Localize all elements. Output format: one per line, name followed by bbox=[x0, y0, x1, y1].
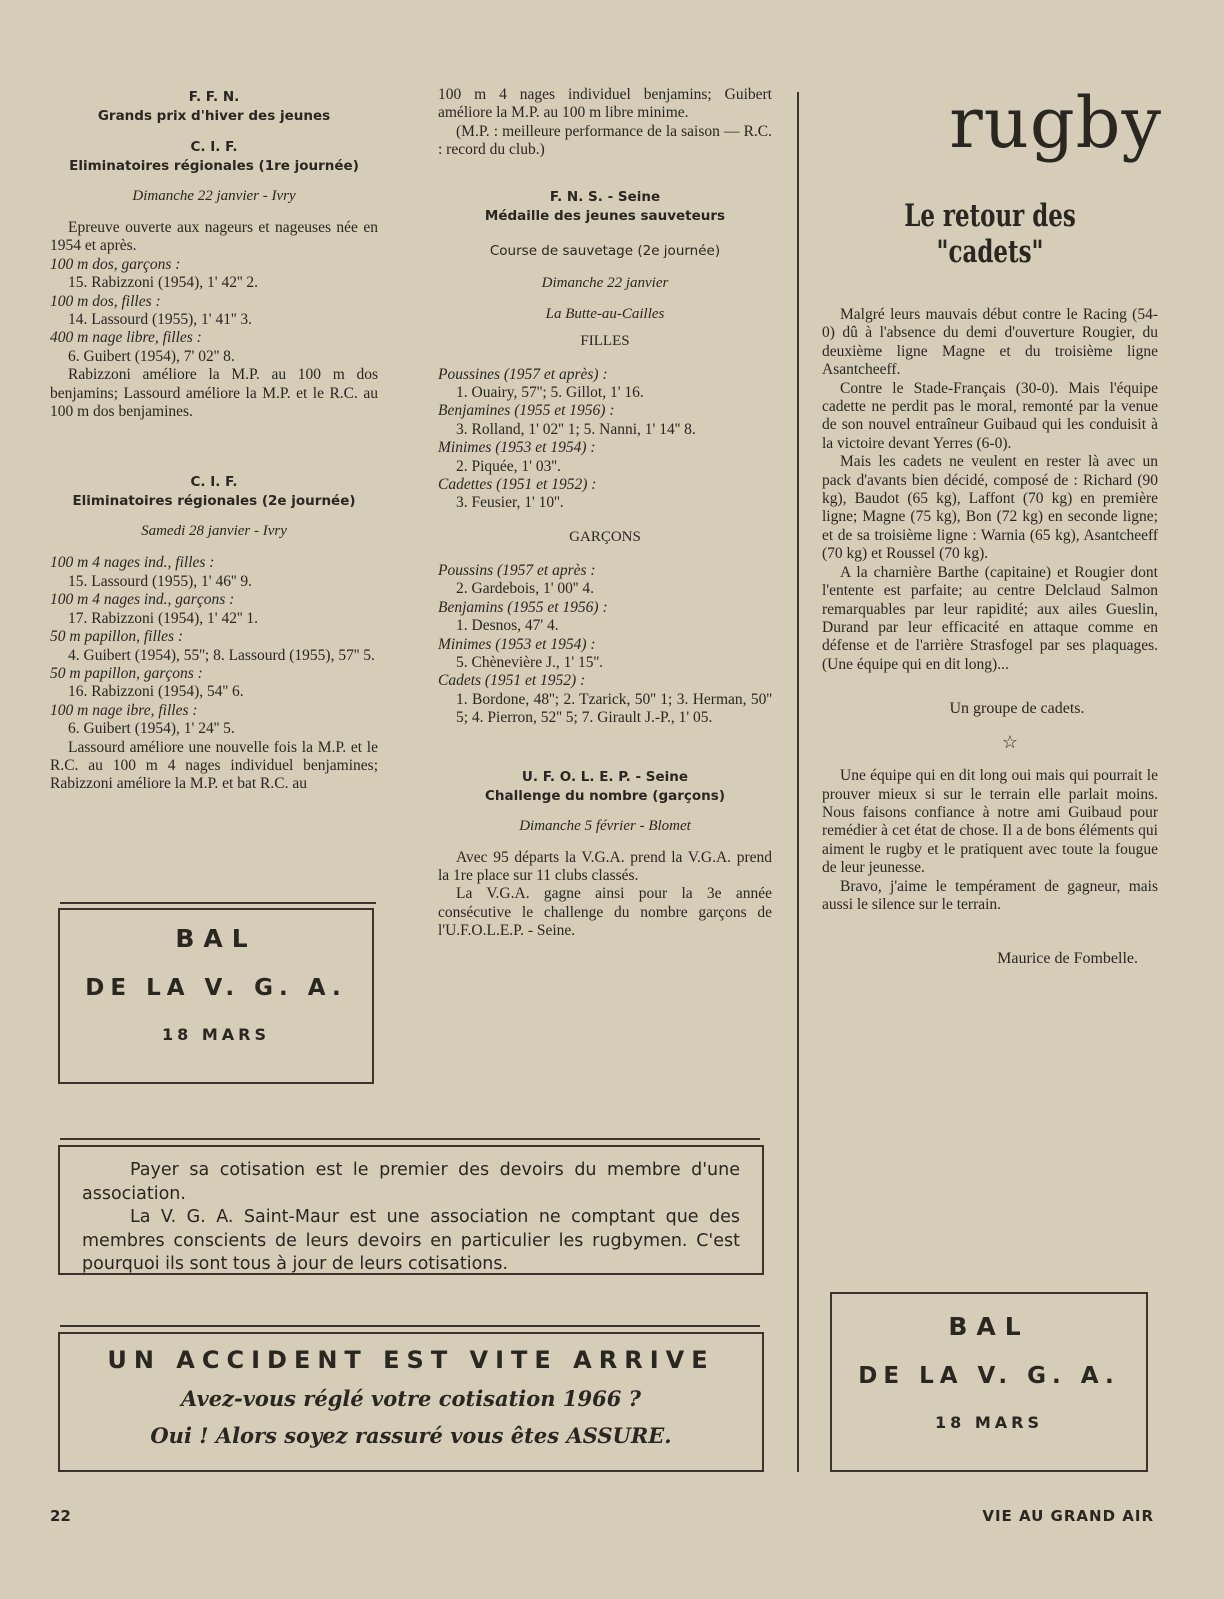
category-label: 100 m dos, garçons : bbox=[50, 255, 181, 273]
accident-answer: Oui ! Alors soyez rassuré vous êtes ASSURE. bbox=[150, 1423, 672, 1448]
category-label: Minimes (1953 et 1954) : bbox=[438, 439, 596, 457]
section-heading-cif: C. I. F. bbox=[190, 139, 238, 155]
section-heading-cif-2: C. I. F. bbox=[190, 474, 238, 491]
section-heading-fns: F. N. S. - Seine bbox=[549, 188, 661, 205]
category-label: 100 m dos, filles : bbox=[50, 292, 161, 310]
article-title: Le retour des "cadets" bbox=[904, 198, 1076, 270]
bal-title: BAL bbox=[948, 1312, 1030, 1341]
event-date: Dimanche 22 janvier - Ivry bbox=[132, 188, 296, 204]
filles-results bbox=[438, 366, 772, 513]
category-label: Minimes (1953 et 1954) : bbox=[438, 635, 596, 653]
result-line: 15. Rabizzoni (1954), 1' 42'' 2. bbox=[68, 274, 259, 292]
bal-announcement-left bbox=[58, 908, 374, 1084]
category-label: Cadets (1951 et 1952) : bbox=[438, 672, 586, 690]
category-label: Benjamines (1955 et 1956) : bbox=[438, 402, 615, 420]
abbreviation-legend: (M.P. : meilleure performance de la saison — R.C. : record du club.) bbox=[438, 122, 772, 159]
paragraph: A la charnière Barthe (capitaine) et Rougier dont l'entente est parfaite; au centre Delclaud Salmon remarquables par leur rapidité; aux ailes Gueslin, Durand par leur efficacité en attaque comme en défense et de l'arrière Strasfogel par ses plaquages. (Une équipe qui en dit long)... bbox=[822, 563, 1158, 673]
category-label: Cadettes (1951 et 1952) : bbox=[438, 476, 597, 494]
category-label: 100 m 4 nages ind., filles : bbox=[50, 554, 215, 572]
paragraph: Une équipe qui en dit long oui mais qui pourrait le prouver mieux si sur le terrain elle parlait moins. Nous faisons confiance à notre ami Guibaud pour remédier à cet état de chose. Il a de bons éléments qui aiment le rugby et le pratiquent avec toute la fougue de leur jeunesse. bbox=[822, 767, 1158, 877]
bal-subtitle: DE LA V. G. A. bbox=[85, 975, 347, 1001]
column-divider bbox=[797, 92, 799, 1472]
star-icon: ☆ bbox=[1001, 732, 1019, 754]
category-label: 50 m papillon, garçons : bbox=[50, 664, 203, 682]
result-line: 15. Lassourd (1955), 1' 46'' 9. bbox=[68, 572, 253, 590]
cotisation-notice bbox=[58, 1145, 764, 1275]
event-date: Samedi 28 janvier - Ivry bbox=[141, 523, 287, 540]
section-subheading: Grands prix d'hiver des jeunes bbox=[97, 108, 331, 124]
result-line: 2. Piquée, 1' 03''. bbox=[456, 457, 561, 475]
page-number: 22 bbox=[50, 1507, 71, 1525]
paragraph: Bravo, j'aime le tempérament de gagneur, mais aussi le silence sur le terrain. bbox=[822, 877, 1158, 913]
magazine-name: VIE AU GRAND AIR bbox=[982, 1507, 1154, 1525]
record-note: Lassourd améliore une nouvelle fois la M.P. et le R.C. au 100 m 4 nages individuel benjamines; Rabizzoni améliore la M.P. et bat R.C. au bbox=[50, 738, 378, 793]
paragraph: Avec 95 départs la V.G.A. prend la V.G.A. prend la 1re place sur 11 clubs classés. bbox=[438, 848, 772, 884]
section-subheading: Eliminatoires régionales (2e journée) bbox=[72, 493, 356, 510]
column-swimming-left bbox=[50, 88, 378, 794]
column-swimming-right bbox=[438, 86, 772, 941]
result-line: 6. Guibert (1954), 1' 24'' 5. bbox=[68, 720, 235, 738]
result-line: 3. Rolland, 1' 02'' 1; 5. Nanni, 1' 14'' 8. bbox=[456, 420, 696, 438]
result-line: 1. Ouairy, 57''; 5. Gillot, 1' 16. bbox=[456, 384, 644, 402]
result-line: 6. Guibert (1954), 7' 02'' 8. bbox=[68, 347, 235, 365]
rugby-article-text bbox=[822, 306, 1158, 674]
notice-paragraph: Payer sa cotisation est le premier des devoirs du membre d'une association. bbox=[82, 1160, 740, 1204]
event-date: Dimanche 5 février - Blomet bbox=[519, 817, 691, 834]
bal-subtitle: DE LA V. G. A. bbox=[858, 1363, 1120, 1389]
category-label: 100 m nage ibre, filles : bbox=[50, 701, 198, 719]
section-subheading: Course de sauvetage (2e journée) bbox=[489, 242, 721, 259]
result-line: 1. Desnos, 47' 4. bbox=[456, 617, 559, 635]
section-subheading: Challenge du nombre (garçons) bbox=[485, 787, 725, 804]
ufolep-text bbox=[438, 849, 772, 941]
notice-paragraph: La V. G. A. Saint-Maur est une association ne comptant que des membres conscients de leurs devoirs en particulier les rugbymen. C'est pourquoi ils sont tous à jour de leurs cotisations. bbox=[82, 1207, 740, 1274]
accident-headline: UN ACCIDENT EST VITE ARRIVE bbox=[107, 1346, 715, 1374]
paragraph: Malgré leurs mauvais début contre le Racing (54-0) dû à l'absence du demi d'ouverture Rougier, du deuxième ligne Magne et du troisième ligne Asantcheeff. bbox=[822, 306, 1158, 379]
author-signature: Maurice de Fombelle. bbox=[997, 950, 1138, 968]
result-line: 14. Lassourd (1955), 1' 41'' 3. bbox=[68, 311, 253, 329]
bal-date: 18 MARS bbox=[935, 1413, 1043, 1432]
section-subheading: Eliminatoires régionales (1re journée) bbox=[69, 158, 359, 174]
results-block-1 bbox=[50, 219, 378, 421]
accident-insurance-notice bbox=[58, 1332, 764, 1472]
result-line: 16. Rabizzoni (1954), 54'' 6. bbox=[68, 683, 244, 701]
divider-line bbox=[60, 1138, 760, 1140]
continued-text bbox=[438, 86, 772, 160]
result-line: 3. Feusier, 1' 10''. bbox=[456, 494, 564, 512]
accident-question: Avez-vous réglé votre cotisation 1966 ? bbox=[181, 1386, 641, 1411]
category-label: Poussins (1957 et après : bbox=[438, 561, 596, 579]
results-block-2 bbox=[50, 554, 378, 793]
column-rugby bbox=[822, 82, 1162, 968]
paragraph: Mais les cadets ne veulent en rester là avec un pack d'avants bien décidé, composé de : Richard (90 kg), Baudot (65 kg), Laffont (70 kg) en première ligne; Magne (75 kg), Bon (72 kg) en seconde ligne; et de sa troisième ligne : Warnia (65 kg), Asantcheeff (70 kg) et Roussel (70 kg). bbox=[822, 453, 1158, 563]
result-line: 17. Rabizzoni (1954), 1' 42'' 1. bbox=[68, 609, 259, 627]
section-title-rugby: rugby bbox=[949, 82, 1162, 164]
notice-text bbox=[82, 1159, 740, 1277]
section-heading-ffn: F. F. N. bbox=[188, 89, 240, 105]
filles-label: FILLES bbox=[580, 332, 630, 349]
photo-caption: Un groupe de cadets. bbox=[949, 700, 1085, 718]
category-label: Benjamins (1955 et 1956) : bbox=[438, 598, 608, 616]
bal-announcement-right bbox=[830, 1292, 1148, 1472]
category-label: 400 m nage libre, filles : bbox=[50, 329, 202, 347]
garcons-results bbox=[438, 562, 772, 728]
bal-date: 18 MARS bbox=[162, 1025, 270, 1044]
continued-note: 100 m 4 nages individuel benjamins; Guibert améliore la M.P. au 100 m libre minime. bbox=[438, 86, 772, 122]
result-line: 1. Bordone, 48''; 2. Tzarick, 50'' 1; 3. Herman, 50'' 5; 4. Pierron, 52'' 5; 7. Girault J.-P., 1' 05. bbox=[456, 690, 772, 727]
result-line: 5. Chènevière J., 1' 15''. bbox=[456, 653, 603, 671]
intro-text: Epreuve ouverte aux nageurs et nageuses née en 1954 et après. bbox=[50, 219, 378, 255]
event-place: La Butte-au-Cailles bbox=[545, 305, 665, 322]
event-date: Dimanche 22 janvier bbox=[541, 274, 669, 291]
divider-line bbox=[60, 1325, 760, 1327]
bal-title: BAL bbox=[175, 924, 257, 953]
paragraph: La V.G.A. gagne ainsi pour la 3e année consécutive le challenge du nombre garçons de l'U.F.O.L.E.P. - Seine. bbox=[438, 885, 772, 940]
result-line: 4. Guibert (1954), 55''; 8. Lassourd (1955), 57'' 5. bbox=[68, 646, 375, 664]
paragraph: Contre le Stade-Français (30-0). Mais l'équipe cadette ne perdit pas le moral, remonté par la venue de son nouvel entraîneur Guibaud qui les conduisit à la victoire devant Yerres (6-0). bbox=[822, 379, 1158, 452]
section-heading-ufolep: U. F. O. L. E. P. - Seine bbox=[521, 768, 689, 785]
divider-line bbox=[60, 902, 376, 904]
section-subheading: Médaille des jeunes sauveteurs bbox=[484, 207, 726, 224]
rugby-article-text-2 bbox=[822, 767, 1158, 914]
result-line: 2. Gardebois, 1' 00'' 4. bbox=[456, 580, 594, 598]
record-note: Rabizzoni améliore la M.P. au 100 m dos benjamins; Lassourd améliore la M.P. et le R.C. au 100 m dos benjamines. bbox=[50, 366, 378, 421]
category-label: 50 m papillon, filles : bbox=[50, 628, 184, 646]
garcons-label: GARÇONS bbox=[569, 528, 641, 545]
category-label: Poussines (1957 et après) : bbox=[438, 365, 608, 383]
category-label: 100 m 4 nages ind., garçons : bbox=[50, 591, 235, 609]
